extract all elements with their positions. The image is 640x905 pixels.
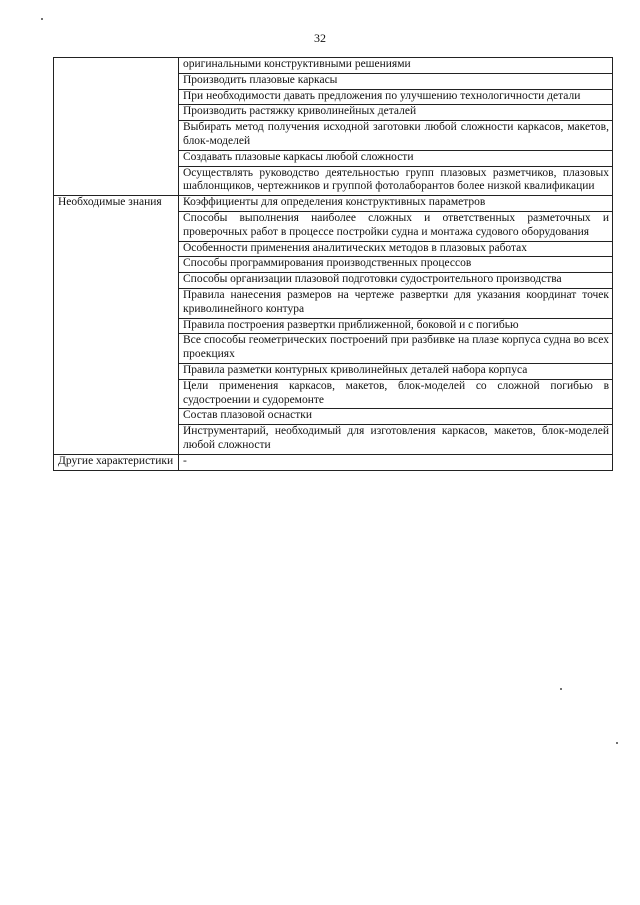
table-cell: Особенности применения аналитических методов в плазовых работах — [179, 241, 613, 257]
table-cell: Правила построения развертки приближенной, боковой и с погибью — [179, 318, 613, 334]
section-label: Другие характеристики — [54, 454, 179, 470]
table-cell: Все способы геометрических построений при разбивке на плазе корпуса судна во всех проекциях — [179, 334, 613, 364]
qualification-table — [53, 57, 613, 471]
table-cell: Производить растяжку криволинейных деталей — [179, 105, 613, 121]
scan-speck — [41, 18, 43, 20]
table-cell: Способы выполнения наиболее сложных и ответственных разметочных и проверочных работ в процессе постройки судна и монтажа судового оборудования — [179, 211, 613, 241]
table-body — [54, 58, 613, 471]
table-cell: Выбирать метод получения исходной заготовки любой сложности каркасов, макетов, блок-моделей — [179, 121, 613, 151]
table-cell: Состав плазовой оснастки — [179, 409, 613, 425]
table-row — [54, 58, 613, 74]
table-cell: Осуществлять руководство деятельностью групп плазовых разметчиков, плазовых шаблонщиков, чертежников и группой фотолаборантов более низкой квалификации — [179, 166, 613, 196]
table-cell: - — [179, 454, 613, 470]
table-cell: оригинальными конструктивными решениями — [179, 58, 613, 74]
scan-speck — [616, 742, 618, 744]
table-cell: Цели применения каркасов, макетов, блок-моделей со сложной погибью в судостроении и судоремонте — [179, 379, 613, 409]
table-cell: Производить плазовые каркасы — [179, 73, 613, 89]
table-cell: Коэффициенты для определения конструктивных параметров — [179, 196, 613, 212]
table-cell: Правила нанесения размеров на чертеже развертки для указания координат точек криволинейного контура — [179, 288, 613, 318]
section-label: Необходимые знания — [54, 196, 179, 455]
section-label — [54, 58, 179, 196]
scan-speck — [560, 688, 562, 690]
table-cell: Правила разметки контурных криволинейных деталей набора корпуса — [179, 363, 613, 379]
table-row — [54, 196, 613, 212]
table-cell: При необходимости давать предложения по улучшению технологичности детали — [179, 89, 613, 105]
page-number: 32 — [314, 31, 326, 45]
table-cell: Способы организации плазовой подготовки судостроительного производства — [179, 273, 613, 289]
table-cell: Создавать плазовые каркасы любой сложности — [179, 150, 613, 166]
table-cell: Инструментарий, необходимый для изготовления каркасов, макетов, блок-моделей любой сложности — [179, 425, 613, 455]
table-cell: Способы программирования производственных процессов — [179, 257, 613, 273]
table-row — [54, 454, 613, 470]
